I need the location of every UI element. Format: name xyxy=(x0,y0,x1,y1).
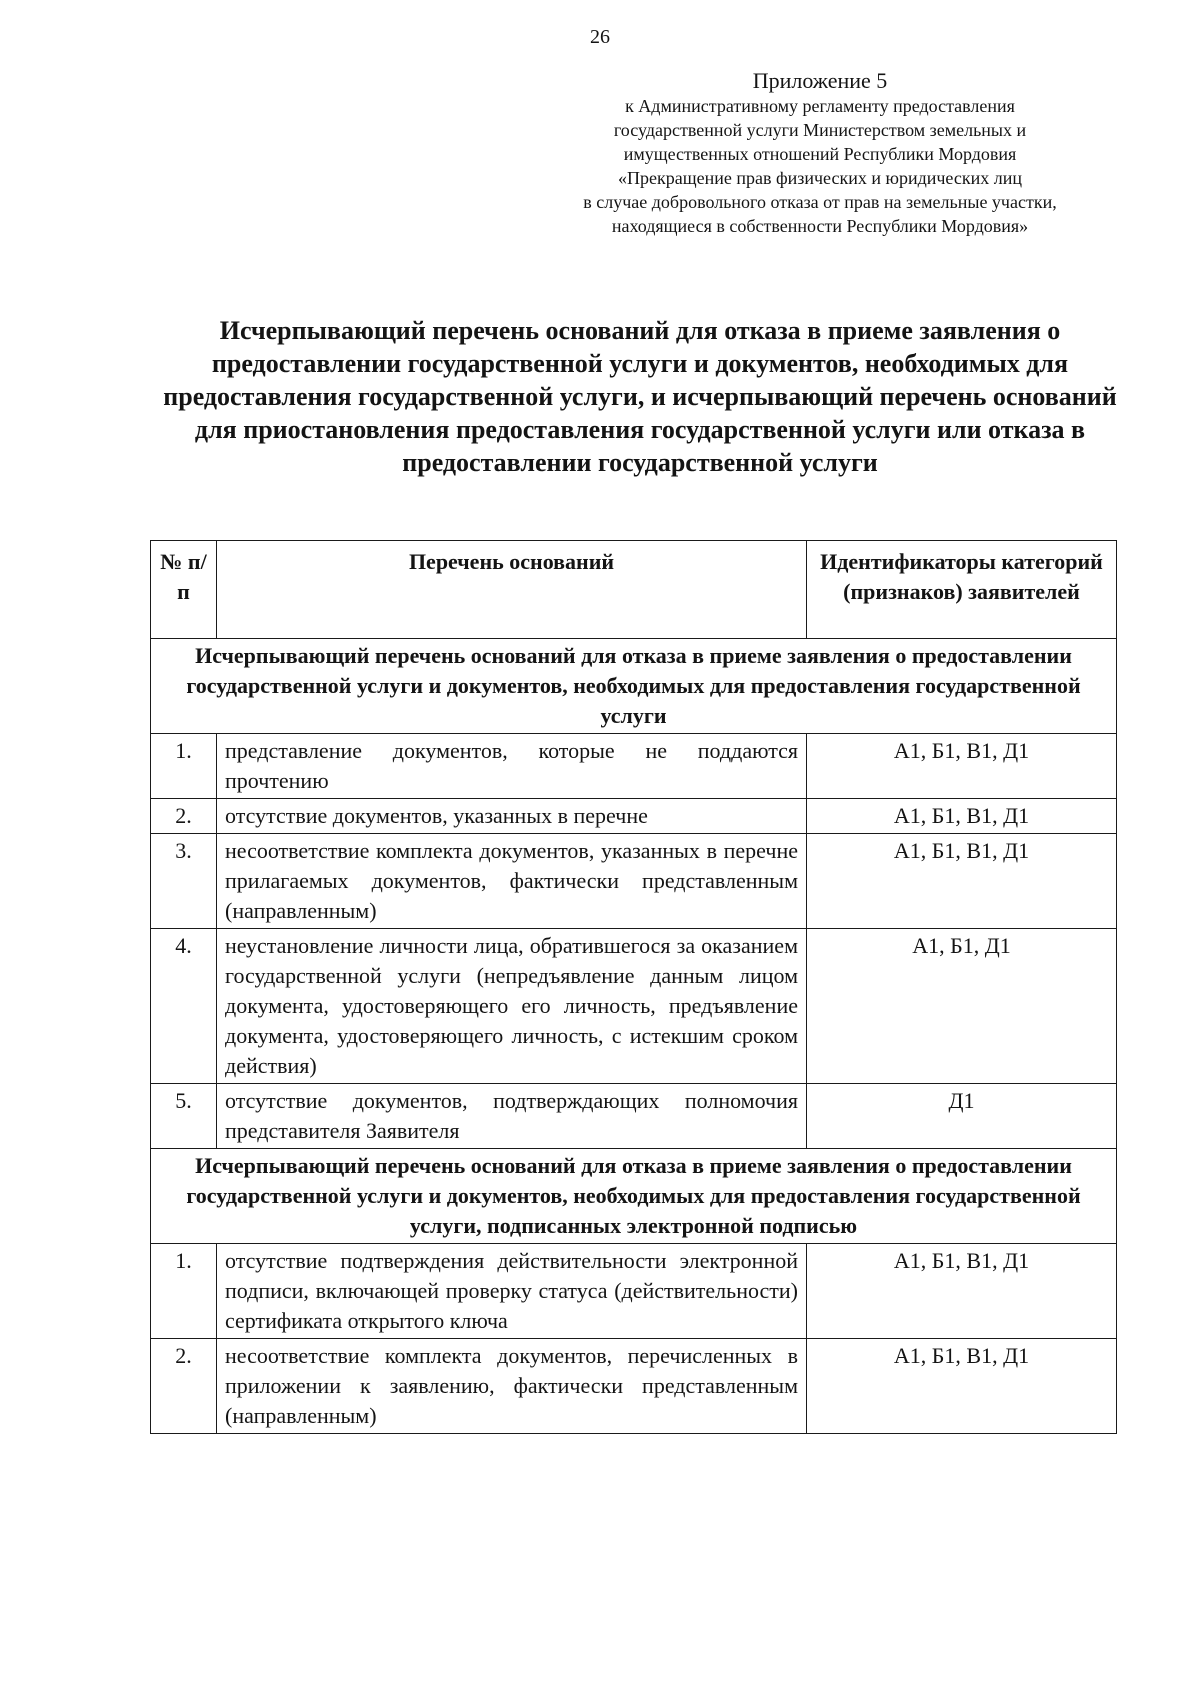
row-ground: отсутствие подтверждения действительности электронной подписи, включающей проверку статуса (действительности) сертификата открытого ключа xyxy=(217,1244,807,1339)
appendix-line: в случае добровольного отказа от прав на земельные участки, xyxy=(583,192,1057,212)
header-number: № п/п xyxy=(151,541,217,639)
section-row xyxy=(151,1149,1117,1244)
row-identifiers: А1, Б1, В1, Д1 xyxy=(807,1244,1117,1339)
row-number: 1. xyxy=(151,1244,217,1339)
table-row xyxy=(151,734,1117,799)
table-row xyxy=(151,834,1117,929)
row-ground: отсутствие документов, подтверждающих полномочия представителя Заявителя xyxy=(217,1084,807,1149)
row-identifiers: А1, Б1, Д1 xyxy=(807,929,1117,1084)
row-identifiers: А1, Б1, В1, Д1 xyxy=(807,834,1117,929)
row-ground: несоответствие комплекта документов, указанных в перечне прилагаемых документов, фактически представленным (направленным) xyxy=(217,834,807,929)
header-grounds: Перечень оснований xyxy=(217,541,807,639)
row-number: 3. xyxy=(151,834,217,929)
row-ground: несоответствие комплекта документов, перечисленных в приложении к заявлению, фактически представленным (направленным) xyxy=(217,1339,807,1434)
row-ground: отсутствие документов, указанных в перечне xyxy=(217,799,807,834)
appendix-line: «Прекращение прав физических и юридических лиц xyxy=(618,168,1022,188)
table-row xyxy=(151,929,1117,1084)
row-ground: неустановление личности лица, обратившегося за оказанием государственной услуги (непредъявление данным лицом документа, удостоверяющего его личность, предъявление документа, удостоверяющего личность, с истекшим сроком действия) xyxy=(217,929,807,1084)
row-identifiers: А1, Б1, В1, Д1 xyxy=(807,799,1117,834)
row-ground: представление документов, которые не поддаются прочтению xyxy=(217,734,807,799)
section-heading: Исчерпывающий перечень оснований для отказа в приеме заявления о предоставлении государственной услуги и документов, необходимых для предоставления государственной услуги xyxy=(151,639,1117,734)
row-number: 2. xyxy=(151,799,217,834)
appendix-label: Приложение 5 xyxy=(752,68,888,93)
row-number: 4. xyxy=(151,929,217,1084)
appendix-block xyxy=(520,68,1120,238)
row-identifiers: Д1 xyxy=(807,1084,1117,1149)
appendix-line: имущественных отношений Республики Мордовия xyxy=(623,144,1017,164)
row-identifiers: А1, Б1, В1, Д1 xyxy=(807,734,1117,799)
header-identifiers: Идентификаторы категорий (признаков) заявителей xyxy=(807,541,1117,639)
grounds-table xyxy=(150,540,1117,1434)
row-number: 5. xyxy=(151,1084,217,1149)
row-number: 1. xyxy=(151,734,217,799)
section-heading: Исчерпывающий перечень оснований для отказа в приеме заявления о предоставлении государственной услуги и документов, необходимых для предоставления государственной услуги, подписанных электронной подписью xyxy=(151,1149,1117,1244)
table-row xyxy=(151,799,1117,834)
table-row xyxy=(151,1084,1117,1149)
section-row xyxy=(151,639,1117,734)
table-row xyxy=(151,1244,1117,1339)
document-title: Исчерпывающий перечень оснований для отказа в приеме заявления о предоставлении государственной услуги и документов, необходимых для предоставления государственной услуги, и исчерпывающий перечень оснований для приостановления предоставления государственной услуги или отказа в предоставлении государственной услуги xyxy=(163,316,1117,477)
table-header-row xyxy=(151,541,1117,639)
appendix-line: государственной услуги Министерством земельных и xyxy=(613,120,1027,140)
page-number: 26 xyxy=(590,26,610,48)
appendix-line: к Административному регламенту предоставления xyxy=(625,96,1015,116)
row-number: 2. xyxy=(151,1339,217,1434)
appendix-line: находящиеся в собственности Республики Мордовия» xyxy=(611,216,1029,236)
row-identifiers: А1, Б1, В1, Д1 xyxy=(807,1339,1117,1434)
table-row xyxy=(151,1339,1117,1434)
